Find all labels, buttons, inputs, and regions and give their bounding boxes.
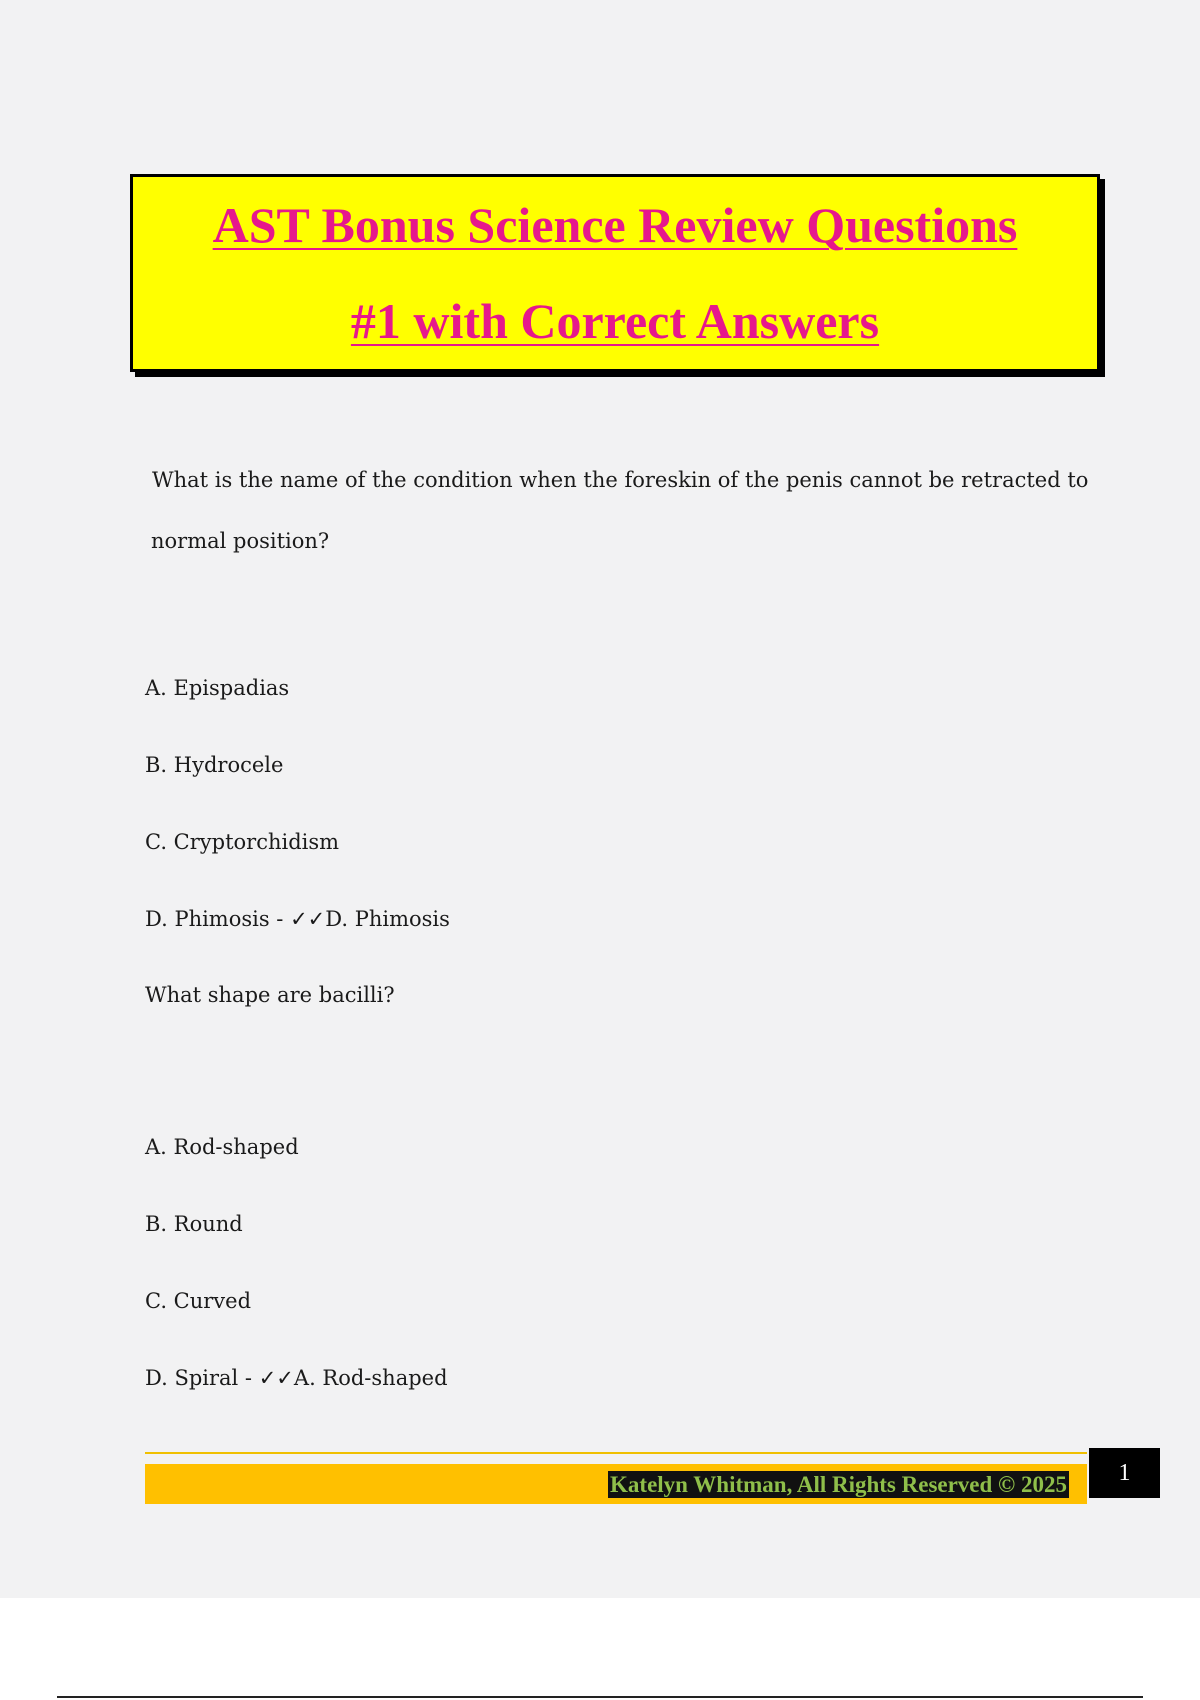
copyright-text: Katelyn Whitman, All Rights Reserved © 2025: [610, 1472, 1067, 1497]
q2-option-d-answer: D. Spiral - ✓✓A. Rod-shaped: [145, 1366, 448, 1390]
question-1-line-2: normal position?: [151, 529, 330, 553]
title-line-1: AST Bonus Science Review Questions: [212, 197, 1018, 253]
q2-option-a: A. Rod-shaped: [145, 1135, 299, 1159]
spacer: [145, 1033, 1095, 1109]
bottom-rule: [57, 1696, 1143, 1698]
q2-option-c: C. Curved: [145, 1289, 252, 1313]
q2-option-b: B. Round: [145, 1212, 243, 1236]
title-box: [130, 174, 1100, 372]
q1-option-a: A. Epispadias: [145, 676, 290, 700]
footer-divider: [145, 1452, 1087, 1454]
question-1-line-1: What is the name of the condition when the foreskin of the penis cannot be retracted to: [152, 468, 1089, 492]
q1-option-b: B. Hydrocele: [145, 753, 284, 777]
question-1: [145, 450, 1095, 572]
page-number: 1: [1089, 1448, 1160, 1498]
q1-option-d-answer: D. Phimosis - ✓✓D. Phimosis: [145, 907, 450, 931]
title-line-2: #1 with Correct Answers: [350, 293, 880, 349]
content: [145, 450, 1095, 1417]
q1-option-c: C. Cryptorchidism: [145, 830, 340, 854]
footer-bar: [145, 1464, 1087, 1504]
question-2: What shape are bacilli?: [145, 983, 395, 1007]
spacer: [145, 572, 1095, 650]
